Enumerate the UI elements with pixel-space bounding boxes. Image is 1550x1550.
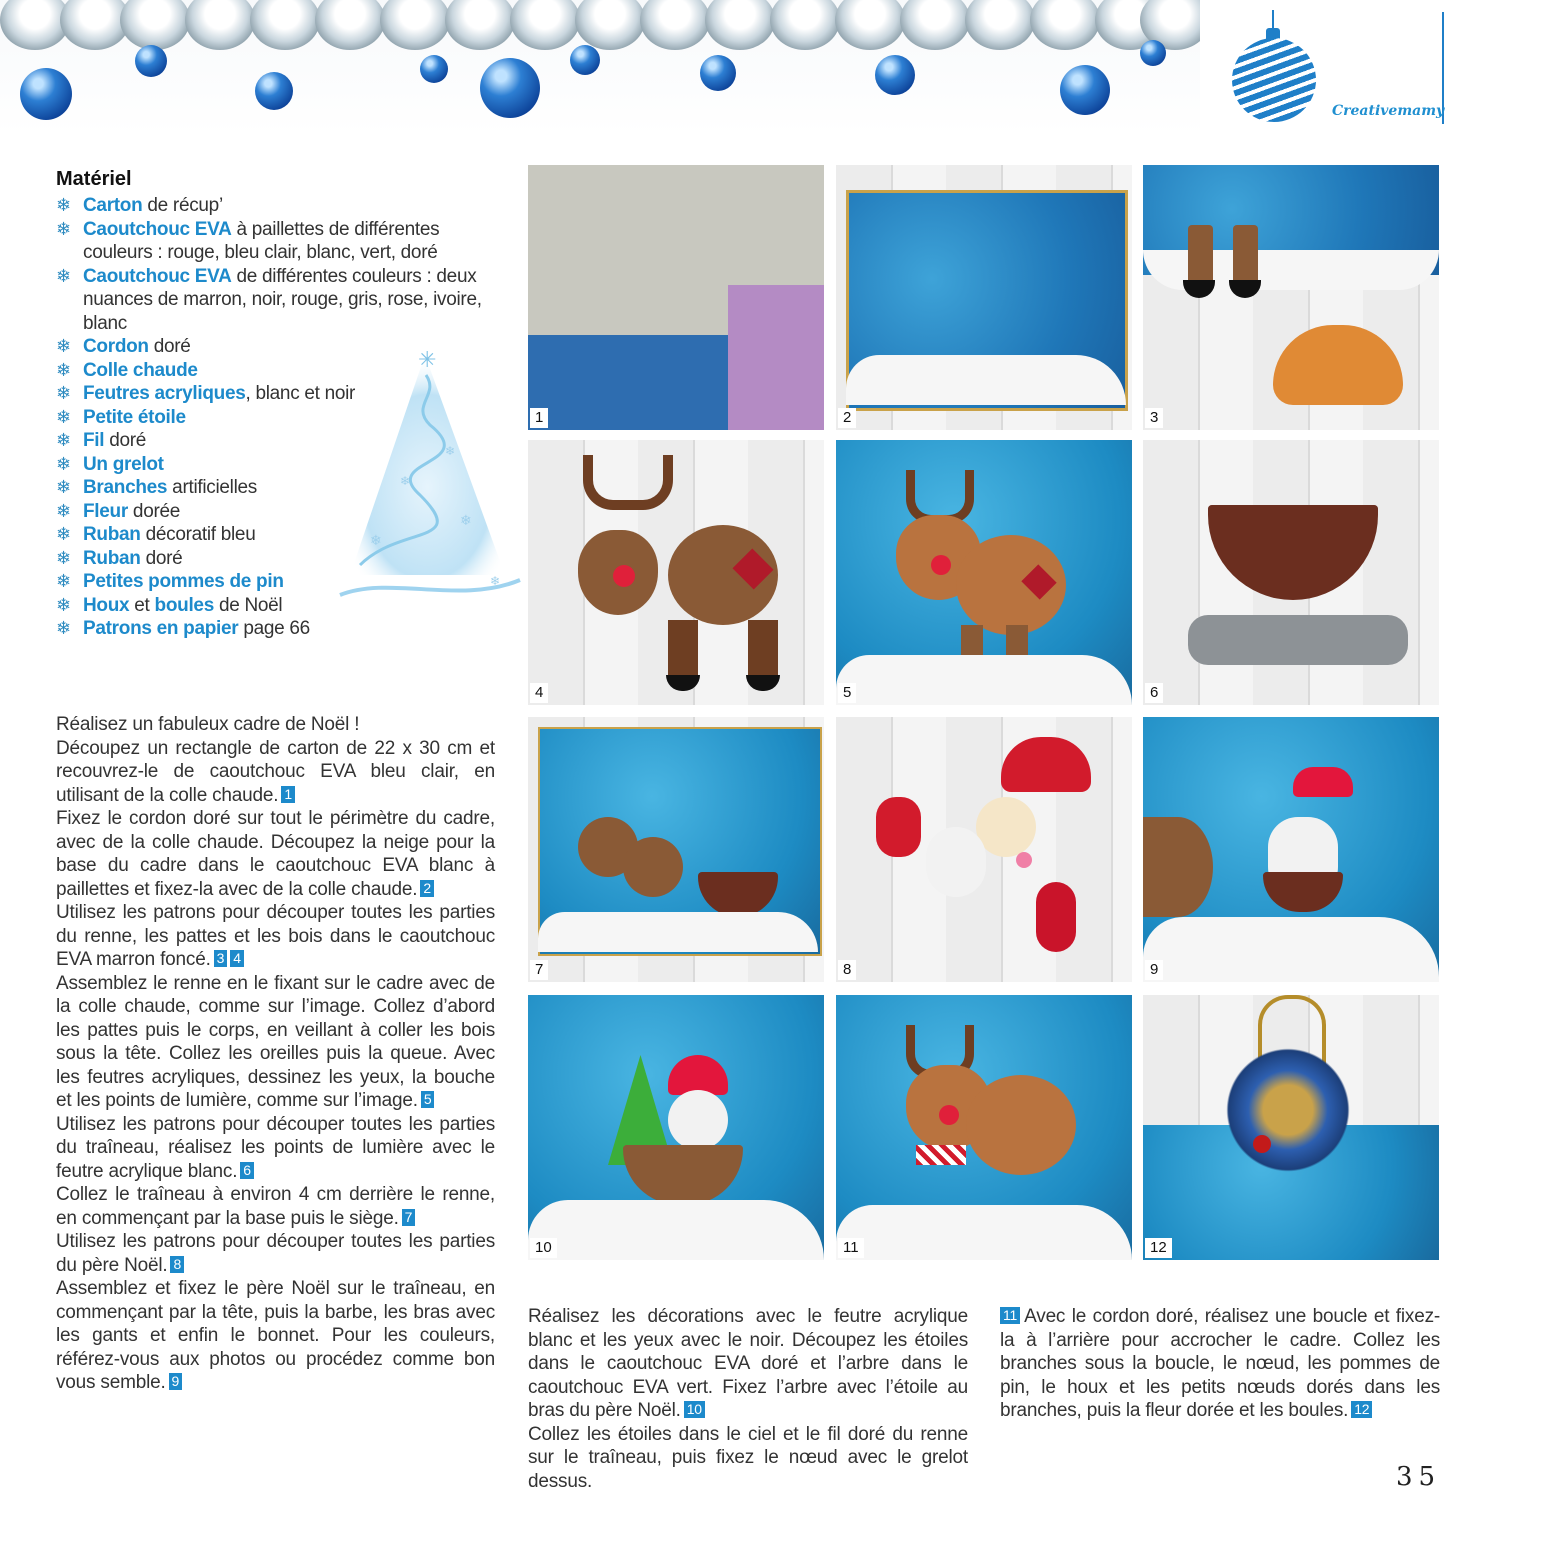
instructions-column-3 bbox=[1000, 1305, 1440, 1423]
step-photo-12 bbox=[1143, 995, 1439, 1260]
step-number-label: 1 bbox=[530, 408, 548, 428]
step-photo-2 bbox=[836, 165, 1132, 430]
list-item: ❄ Patrons en papier page 66 bbox=[56, 618, 310, 639]
list-item: ❄ Caoutchouc EVA à paillettes de différentes couleurs : rouge, bleu clair, blanc, vert, doré bbox=[56, 218, 440, 263]
step-photo-10 bbox=[528, 995, 824, 1260]
snowflake-icon: ❄ bbox=[56, 383, 71, 403]
step-ref-badge: 8 bbox=[170, 1256, 184, 1273]
bauble-icon bbox=[700, 55, 736, 91]
instruction-text: Réalisez les décorations avec le feutre acrylique blanc et les yeux avec le noir. Découpez les étoiles dans le caoutchouc EVA doré et l’arbre dans le caoutchouc EVA vert. Fixez l’arbre avec l’étoile au bras du père Noël. 10 bbox=[528, 1306, 968, 1421]
christmas-tree-illustration bbox=[330, 345, 530, 625]
snowflake-icon: ❄ bbox=[56, 524, 71, 544]
step-number-label: 2 bbox=[838, 408, 856, 428]
step-ref-badge: 5 bbox=[421, 1091, 435, 1108]
bauble-icon bbox=[20, 68, 72, 120]
instruction-text: Collez les étoiles dans le ciel et le fil doré du renne sur le traîneau, puis fixez le nœud avec le grelot dessus. bbox=[528, 1423, 968, 1492]
step-ref-badge: 7 bbox=[402, 1209, 416, 1226]
snowflake-icon: ❄ bbox=[56, 406, 71, 427]
step-number-label: 3 bbox=[1145, 408, 1163, 428]
step-photo-1 bbox=[528, 165, 824, 430]
snowflake-icon: ❄ bbox=[56, 477, 71, 497]
svg-text:❄: ❄ bbox=[460, 512, 472, 528]
list-item: ❄ Petite étoile bbox=[56, 406, 186, 428]
svg-text:✳: ✳ bbox=[418, 347, 437, 372]
step-number-label: 7 bbox=[530, 960, 548, 980]
bauble-icon bbox=[255, 72, 293, 110]
instructions-column-1 bbox=[56, 713, 495, 1395]
materials-title: Matériel bbox=[56, 168, 132, 190]
bauble-icon bbox=[480, 58, 540, 118]
ornament-icon bbox=[1232, 38, 1316, 122]
svg-text:❄: ❄ bbox=[370, 532, 382, 548]
list-item: ❄ Un grelot bbox=[56, 453, 164, 475]
step-number-label: 5 bbox=[838, 683, 856, 703]
logo-text: Creativemamy bbox=[1332, 103, 1445, 119]
list-item: ❄ Branches artificielles bbox=[56, 477, 257, 498]
list-item: ❄ Houx et boules de Noël bbox=[56, 594, 283, 616]
step-ref-badge: 6 bbox=[240, 1162, 254, 1179]
list-item: ❄ Ruban décoratif bleu bbox=[56, 524, 256, 545]
instruction-text: Utilisez les patrons pour découper toutes les parties du père Noël. 8 bbox=[56, 1231, 495, 1276]
list-item: ❄ Carton de récup’ bbox=[56, 195, 223, 216]
step-photo-9 bbox=[1143, 717, 1439, 982]
snowflake-icon: ❄ bbox=[56, 265, 71, 286]
step-number-label: 4 bbox=[530, 683, 548, 703]
list-item: ❄ Fil doré bbox=[56, 430, 147, 451]
step-number-label: 6 bbox=[1145, 683, 1163, 703]
step-photo-7 bbox=[528, 717, 824, 982]
step-photo-6 bbox=[1143, 440, 1439, 705]
list-item: ❄ Colle chaude bbox=[56, 359, 198, 381]
bauble-icon bbox=[1060, 65, 1110, 115]
step-ref-badge: 11 bbox=[1000, 1307, 1020, 1324]
svg-text:❄: ❄ bbox=[400, 474, 411, 488]
snowflake-icon: ❄ bbox=[56, 500, 71, 521]
step-number-label: 9 bbox=[1145, 960, 1163, 980]
step-photo-4 bbox=[528, 440, 824, 705]
instruction-text: Utilisez les patrons pour découper toutes les parties du renne, les pattes et les bois dans le caoutchouc EVA marron foncé. 3 4 bbox=[56, 902, 495, 970]
snowflake-icon: ❄ bbox=[56, 430, 71, 450]
step-number-label: 10 bbox=[530, 1238, 557, 1258]
instruction-text: Découpez un rectangle de carton de 22 x 30 cm et recouvrez-le de caoutchouc EVA bleu clair, en utilisant de la colle chaude. 1 bbox=[56, 737, 495, 806]
svg-text:❄: ❄ bbox=[445, 444, 456, 458]
step-ref-badge: 1 bbox=[281, 786, 295, 803]
step-photo-5 bbox=[836, 440, 1132, 705]
instruction-text: Assemblez le renne en le fixant sur le cadre avec de la colle chaude, comme sur l’image. Collez d’abord les pattes puis le corps, en veillant à coller les bois sous la tête. Collez les oreilles puis la queue. Avec les feutres acryliques, dessinez les yeux, la bouche et les points de lumière, comme sur l’image. 5 bbox=[56, 972, 495, 1111]
step-ref-badge: 3 bbox=[214, 950, 228, 967]
step-ref-badge: 9 bbox=[169, 1373, 183, 1390]
step-photo-11 bbox=[836, 995, 1132, 1260]
snowflake-icon: ❄ bbox=[56, 571, 71, 591]
snowflake-icon: ❄ bbox=[56, 618, 71, 638]
instruction-text: Assemblez et fixez le père Noël sur le traîneau, en commençant par la tête, puis la barbe, les bras avec les gants et enfin le bonnet. Pour les couleurs, référez-vous aux photos ou procédez comme bon vous semble. 9 bbox=[56, 1278, 495, 1393]
snowflake-icon: ❄ bbox=[56, 359, 71, 380]
bauble-icon bbox=[875, 55, 915, 95]
bauble-icon bbox=[135, 45, 167, 77]
snowflake-icon: ❄ bbox=[56, 336, 71, 356]
snowflake-icon: ❄ bbox=[56, 453, 71, 474]
svg-text:❄: ❄ bbox=[490, 574, 501, 588]
bauble-icon bbox=[1140, 40, 1166, 66]
instruction-text: Réalisez un fabuleux cadre de Noël ! bbox=[56, 714, 360, 735]
step-photo-8 bbox=[836, 717, 1132, 982]
step-ref-badge: 10 bbox=[684, 1401, 705, 1418]
snowflake-icon: ❄ bbox=[56, 594, 71, 615]
creativemamy-logo bbox=[1228, 8, 1450, 133]
instruction-text: Collez le traîneau à environ 4 cm derrière le renne, en commençant par la base puis le siège. 7 bbox=[56, 1184, 495, 1229]
christmas-garland-banner bbox=[0, 0, 1200, 135]
step-ref-badge: 12 bbox=[1351, 1401, 1372, 1418]
instruction-text: Utilisez les patrons pour découper toutes les parties du traîneau, réalisez les points de lumière avec le feutre acrylique blanc. 6 bbox=[56, 1113, 495, 1182]
instruction-text: 11 Avec le cordon doré, réalisez une boucle et fixez-la à l’arrière pour accrocher le cadre. Collez les branches sous la boucle, le nœud, les pommes de pin, le houx et les petits nœuds dorés dans les branches, puis la fleur dorée et les boules. 12 bbox=[1000, 1306, 1440, 1421]
bauble-icon bbox=[420, 55, 448, 83]
list-item: ❄ Petites pommes de pin bbox=[56, 571, 284, 592]
snowflake-icon: ❄ bbox=[56, 218, 71, 239]
list-item: ❄ Fleur dorée bbox=[56, 500, 181, 522]
snowflake-icon: ❄ bbox=[56, 195, 71, 215]
list-item: ❄ Ruban doré bbox=[56, 547, 183, 569]
instruction-text: Fixez le cordon doré sur tout le périmètre du cadre, avec de la colle chaude. Découpez la neige pour la base du cadre dans le caoutchouc EVA blanc à paillettes et fixez-la avec de la colle chaude. 2 bbox=[56, 808, 495, 900]
list-item: ❄ Caoutchouc EVA de différentes couleurs : deux nuances de marron, noir, rouge, gris, rose, ivoire, blanc bbox=[56, 265, 482, 334]
step-photo-3 bbox=[1143, 165, 1439, 430]
list-item: ❄ Cordon doré bbox=[56, 336, 191, 357]
list-item: ❄ Feutres acryliques, blanc et noir bbox=[56, 383, 356, 404]
step-number-label: 11 bbox=[838, 1238, 864, 1258]
bauble-icon bbox=[570, 45, 600, 75]
snowflake-icon: ❄ bbox=[56, 547, 71, 568]
step-ref-badge: 2 bbox=[420, 880, 434, 897]
step-ref-badge: 4 bbox=[230, 950, 244, 967]
page-number: 35 bbox=[1396, 1462, 1442, 1492]
instructions-column-2 bbox=[528, 1305, 968, 1493]
step-number-label: 12 bbox=[1145, 1238, 1172, 1258]
step-number-label: 8 bbox=[838, 960, 856, 980]
